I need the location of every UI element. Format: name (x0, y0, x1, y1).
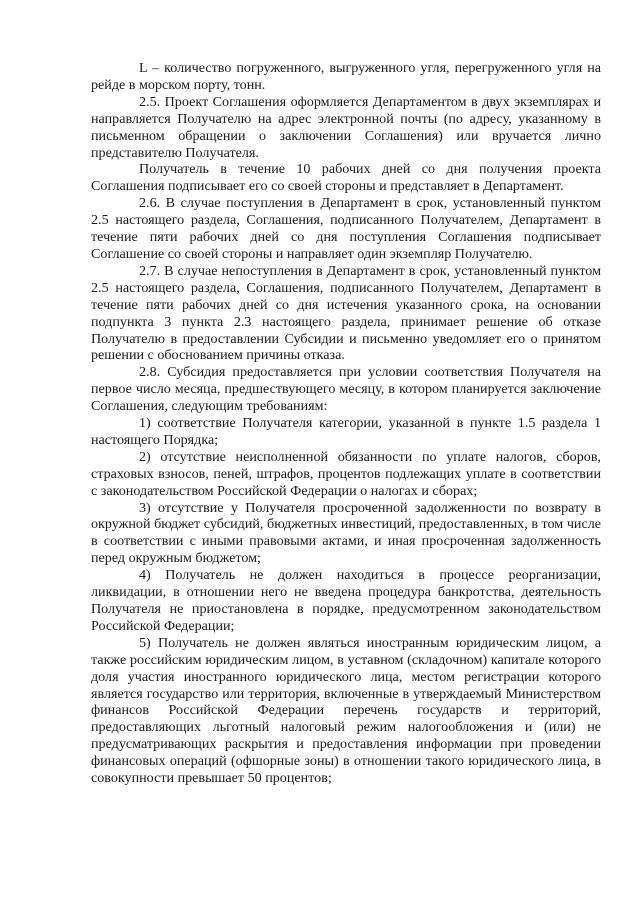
requirement-item-4: 4) Получатель не должен находиться в процессе реорганизации, ликвидации, в отношении него не введена процедура банкротства, деятельность Получателя не приостановлена в порядке, предусмотренном законодательством Российской Федерации; (91, 567, 601, 634)
requirement-item-3: 3) отсутствие у Получателя просроченной задолженности по возврату в окружной бюджет субсидий, бюджетных инвестиций, предоставленных, в том числе в соответствии с иными правовыми актами, и иная просроченная задолженность перед окружным бюджетом; (91, 499, 601, 567)
requirement-item-1: 1) соответствие Получателя категории, указанной в пункте 1.5 раздела 1 настоящего Порядка; (91, 415, 601, 448)
requirement-item-5: 5) Получатель не должен являться иностранным юридическим лицом, а также российским юридическим лицом, в уставном (складочном) капитале которого доля участия иностранного юридического лица, местом регистрации которого является государство или территория, включенные в утверждаемый Министерством финансов Российской Федерации перечень государств и территорий, предоставляющих льготный налоговый режим налогообложения и (или) не предусматривающих раскрытия и предоставления информации при проведении финансовых операций (офшорные зоны) в отношении такого юридического лица, в совокупности превышает 50 процентов; (91, 634, 601, 787)
paragraph-2-8: 2.8. Субсидия предоставляется при условии соответствия Получателя на первое число месяца, предшествующего месяцу, в котором планируется заключение Соглашения, следующим требованиям: (91, 364, 601, 415)
paragraph-coal-definition: L – количество погруженного, выгруженного угля, перегруженного угля на рейде в морском порту, тонн. (91, 60, 601, 93)
paragraph-2-5: 2.5. Проект Соглашения оформляется Департаментом в двух экземплярах и направляется Получателю на адрес электронной почты (по адресу, указанному в письменном обращении о заключении Соглашения) или вручается лично представителю Получателя. (91, 93, 601, 161)
document-page (91, 60, 601, 787)
requirement-item-2: 2) отсутствие неисполненной обязанности по уплате налогов, сборов, страховых взносов, пеней, штрафов, процентов подлежащих уплате в соответствии с законодательством Российской Федерации о налогах и сборах; (91, 448, 601, 499)
paragraph-2-5-signing: Получатель в течение 10 рабочих дней со дня получения проекта Соглашения подписывает его со своей стороны и представляет в Департамент. (91, 161, 601, 195)
paragraph-2-7: 2.7. В случае непоступления в Департамент в срок, установленный пунктом 2.5 настоящего раздела, Соглашения, подписанного Получателем, Департамент в течение пяти рабочих дней со дня истечения указанного срока, на основании подпункта 3 пункта 2.3 настоящего раздела, принимает решение об отказе Получателю в предоставлении Субсидии и письменно уведомляет его о принятом решении с обоснованием причины отказа. (91, 262, 601, 364)
paragraph-2-6: 2.6. В случае поступления в Департамент в срок, установленный пунктом 2.5 настоящего раздела, Соглашения, подписанного Получателем, Департамент в течение пяти рабочих дней со дня поступления Соглашения подписывает Соглашение со своей стороны и направляет один экземпляр Получателю. (91, 195, 601, 262)
